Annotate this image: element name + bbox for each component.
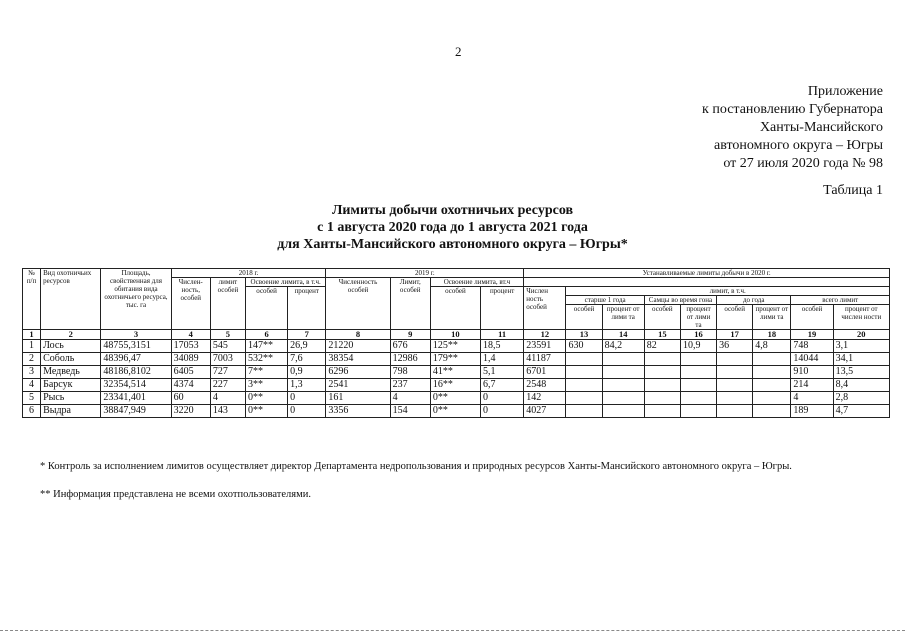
appendix-line: Ханты-Мансийского [759, 120, 883, 135]
table-cell: 0** [430, 392, 480, 405]
table-cell: 0 [288, 405, 326, 418]
appendix-line: автономного округа – Югры [714, 138, 883, 153]
table-cell: 125** [430, 340, 480, 353]
table-cell: 82 [644, 340, 680, 353]
table-cell: 18,5 [481, 340, 524, 353]
table-cell [602, 353, 644, 366]
table-cell: 48755,3151 [101, 340, 171, 353]
table-cell [753, 405, 791, 418]
table-cell: 2 [23, 353, 41, 366]
table-cell: 3** [245, 379, 287, 392]
table-row [23, 340, 890, 353]
table-row [23, 405, 890, 418]
column-number: 11 [481, 330, 524, 340]
header-pct-of-limit: процент от лими та [753, 305, 791, 330]
table-cell: 6405 [171, 366, 210, 379]
column-number: 13 [566, 330, 602, 340]
table-cell: 4 [791, 392, 833, 405]
table-cell: 189 [791, 405, 833, 418]
table-cell [680, 353, 716, 366]
table-cell: 1,4 [481, 353, 524, 366]
table-cell [566, 392, 602, 405]
document-title [0, 202, 905, 253]
table-cell: 12986 [390, 353, 430, 366]
column-number: 1 [23, 330, 41, 340]
table-cell: 0** [245, 405, 287, 418]
column-number: 10 [430, 330, 480, 340]
table-cell [644, 405, 680, 418]
table-cell: 727 [210, 366, 245, 379]
table-cell: 2541 [326, 379, 390, 392]
table-cell: 676 [390, 340, 430, 353]
table-cell: 2,8 [833, 392, 889, 405]
table-cell [566, 353, 602, 366]
column-number: 16 [680, 330, 716, 340]
table-cell [753, 353, 791, 366]
table-cell: 7,6 [288, 353, 326, 366]
table-cell: 630 [566, 340, 602, 353]
table-cell: 34,1 [833, 353, 889, 366]
column-number: 2 [41, 330, 101, 340]
table-cell: 21220 [326, 340, 390, 353]
table-cell [680, 405, 716, 418]
header-older-1: старше 1 года [566, 296, 644, 305]
table-cell [680, 379, 716, 392]
table-cell: 4027 [524, 405, 566, 418]
header-use-2019: Освоение лимита, вт.ч [430, 278, 523, 287]
table-cell: 154 [390, 405, 430, 418]
column-number: 15 [644, 330, 680, 340]
table-cell: 4,7 [833, 405, 889, 418]
table-cell: 38847,949 [101, 405, 171, 418]
header-area: Площадь, свойственная для обитания вида охотничьего ресурса, тыс. га [101, 269, 171, 330]
table-cell: 41** [430, 366, 480, 379]
table-cell: 0 [481, 392, 524, 405]
title-line: для Ханты-Мансийского автономного округа – Югры* [277, 237, 628, 252]
header-females: Самцы во время гона [644, 296, 716, 305]
header-limits-2020: Устанавливаемые лимиты добычи в 2020 г. [524, 269, 890, 278]
table-cell: 4374 [171, 379, 210, 392]
header-blank [524, 278, 890, 287]
appendix-line: от 27 июля 2020 года № 98 [723, 156, 883, 171]
table-cell: 41187 [524, 353, 566, 366]
table-cell [602, 392, 644, 405]
footnote-director: * Контроль за исполнением лимитов осуществляет директор Департамента недропользования и природных ресурсов Ханты-Мансийского автономного округа – Югры. [40, 461, 792, 472]
table-cell [644, 379, 680, 392]
column-number: 14 [602, 330, 644, 340]
title-line: с 1 августа 2020 года до 1 августа 2021 года [317, 220, 588, 235]
column-number: 8 [326, 330, 390, 340]
table-cell [602, 366, 644, 379]
table-cell: 8,4 [833, 379, 889, 392]
header-limit-2019: Лимит, особей [390, 278, 430, 330]
table-cell: 142 [524, 392, 566, 405]
table-cell: 0** [245, 392, 287, 405]
footnote-partial-data: ** Информация представлена не всеми охотпользователями. [40, 489, 311, 500]
column-number: 4 [171, 330, 210, 340]
column-number: 5 [210, 330, 245, 340]
table-cell: 532** [245, 353, 287, 366]
appendix-line: к постановлению Губернатора [702, 102, 883, 117]
table-cell [717, 366, 753, 379]
header-pop-2018: Числен-ность, особей [171, 278, 210, 330]
table-cell: 26,9 [288, 340, 326, 353]
table-cell [680, 366, 716, 379]
appendix-block [702, 83, 883, 173]
table-cell: 161 [326, 392, 390, 405]
page-edge-divider [0, 630, 905, 631]
table-cell: 179** [430, 353, 480, 366]
column-number: 6 [245, 330, 287, 340]
table-cell [566, 366, 602, 379]
table-cell: 237 [390, 379, 430, 392]
table-cell [680, 392, 716, 405]
header-percent: процент [288, 287, 326, 330]
table-cell [717, 379, 753, 392]
table-cell: 48186,8102 [101, 366, 171, 379]
table-cell: 5,1 [481, 366, 524, 379]
table-cell [566, 379, 602, 392]
column-number: 7 [288, 330, 326, 340]
column-number: 17 [717, 330, 753, 340]
table-cell: 3356 [326, 405, 390, 418]
table-cell: 910 [791, 366, 833, 379]
table-cell: 38354 [326, 353, 390, 366]
table-cell: 32354,514 [101, 379, 171, 392]
header-2018: 2018 г. [171, 269, 326, 278]
column-number: 9 [390, 330, 430, 340]
header-num: № п/п [23, 269, 41, 330]
table-cell: 14044 [791, 353, 833, 366]
species-cell: Соболь [41, 353, 101, 366]
table-cell: 0 [481, 405, 524, 418]
table-cell: 4 [23, 379, 41, 392]
table-row [23, 353, 890, 366]
header-pct-of-pop: процент от числен ности [833, 305, 889, 330]
table-cell: 1 [23, 340, 41, 353]
table-caption: Таблица 1 [823, 183, 883, 198]
table-row [23, 366, 890, 379]
table-cell: 3 [23, 366, 41, 379]
table-cell: 60 [171, 392, 210, 405]
header-under-1: до года [717, 296, 791, 305]
table-cell [717, 392, 753, 405]
table-cell: 16** [430, 379, 480, 392]
header-individuals: особей [566, 305, 602, 330]
title-line: Лимиты добычи охотничьих ресурсов [331, 203, 574, 218]
appendix-line: Приложение [807, 84, 883, 99]
column-number: 3 [101, 330, 171, 340]
table-cell [644, 366, 680, 379]
table-cell: 227 [210, 379, 245, 392]
column-number: 12 [524, 330, 566, 340]
table-cell [753, 379, 791, 392]
table-cell: 748 [791, 340, 833, 353]
header-total: всего лимит [791, 296, 890, 305]
table-cell: 6701 [524, 366, 566, 379]
table-body [23, 340, 890, 418]
table-cell: 48396,47 [101, 353, 171, 366]
table-cell: 7** [245, 366, 287, 379]
table-cell: 17053 [171, 340, 210, 353]
table-cell: 6296 [326, 366, 390, 379]
header-individuals: особей [644, 305, 680, 330]
species-cell: Лось [41, 340, 101, 353]
header-percent: процент [481, 287, 524, 330]
table-cell: 6,7 [481, 379, 524, 392]
table-cell: 3220 [171, 405, 210, 418]
table-cell: 23591 [524, 340, 566, 353]
species-cell: Медведь [41, 366, 101, 379]
table-cell [753, 366, 791, 379]
table-cell: 23341,401 [101, 392, 171, 405]
table-cell: 4,8 [753, 340, 791, 353]
table-cell [644, 392, 680, 405]
header-2019: 2019 г. [326, 269, 524, 278]
table-cell: 143 [210, 405, 245, 418]
table-cell: 0 [288, 392, 326, 405]
table-cell: 1,3 [288, 379, 326, 392]
table-row [23, 379, 890, 392]
header-limit-incl: лимит, в т.ч. [566, 287, 890, 296]
table-cell [644, 353, 680, 366]
table-cell: 5 [23, 392, 41, 405]
header-individuals: особей [245, 287, 287, 330]
page-number: 2 [455, 44, 462, 59]
header-species: Вид охотничьих ресурсов [41, 269, 101, 330]
species-cell: Выдра [41, 405, 101, 418]
table-cell: 4 [210, 392, 245, 405]
column-numbers-row [23, 330, 890, 340]
header-pct-of-limit: процент от лими та [602, 305, 644, 330]
table-cell: 0,9 [288, 366, 326, 379]
table-cell [753, 392, 791, 405]
table-cell [717, 405, 753, 418]
table-cell: 84,2 [602, 340, 644, 353]
table-cell: 214 [791, 379, 833, 392]
table-cell: 36 [717, 340, 753, 353]
species-cell: Барсук [41, 379, 101, 392]
table-cell: 7003 [210, 353, 245, 366]
table-cell [602, 405, 644, 418]
table-cell: 10,9 [680, 340, 716, 353]
table-cell: 34089 [171, 353, 210, 366]
header-individuals: особей [430, 287, 480, 330]
header-pop-2020: Числен ность особей [524, 287, 566, 330]
table-cell: 798 [390, 366, 430, 379]
table-cell: 0** [430, 405, 480, 418]
limits-table [22, 268, 890, 418]
table-cell: 13,5 [833, 366, 889, 379]
column-number: 19 [791, 330, 833, 340]
header-pct-of-limit: процент от лими та [680, 305, 716, 330]
table-cell: 3,1 [833, 340, 889, 353]
table-row [23, 392, 890, 405]
column-number: 20 [833, 330, 889, 340]
header-individuals: особей [791, 305, 833, 330]
table-cell: 147** [245, 340, 287, 353]
table-cell: 2548 [524, 379, 566, 392]
table-cell: 545 [210, 340, 245, 353]
table-cell [566, 405, 602, 418]
table-cell [602, 379, 644, 392]
header-individuals: особей [717, 305, 753, 330]
table-cell: 4 [390, 392, 430, 405]
table-cell: 6 [23, 405, 41, 418]
header-pop-2019: Численность особей [326, 278, 390, 330]
table-cell [717, 353, 753, 366]
species-cell: Рысь [41, 392, 101, 405]
header-use-2018: Освоение лимита, в т.ч. [245, 278, 325, 287]
header-limit-2018: лимит особей [210, 278, 245, 330]
column-number: 18 [753, 330, 791, 340]
